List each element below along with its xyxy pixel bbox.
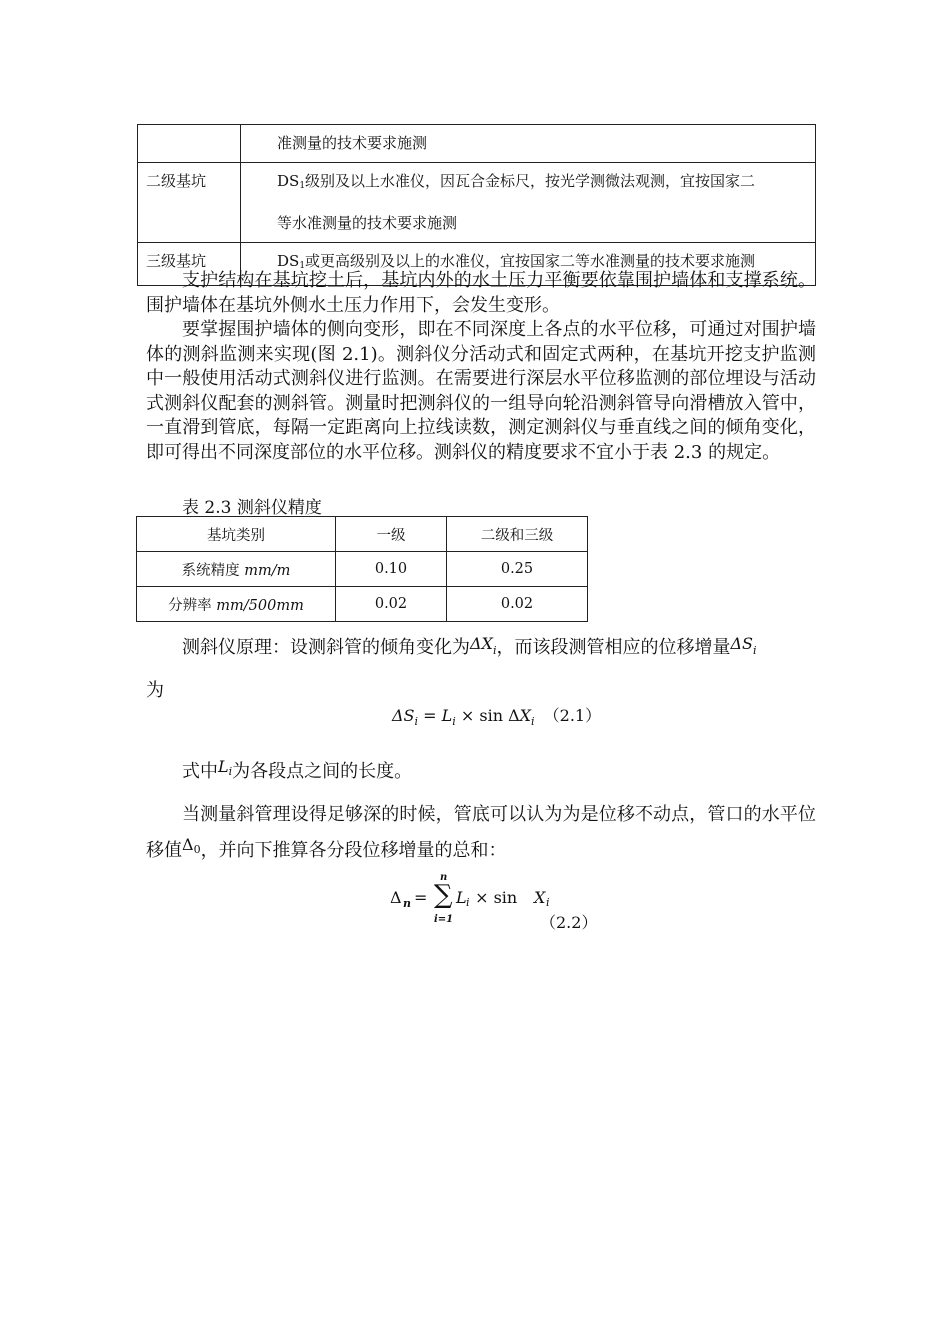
table-row — [138, 163, 816, 243]
inclinometer-precision-table — [136, 516, 588, 622]
header-cell: 一级 — [336, 517, 447, 552]
table-row — [137, 587, 588, 622]
table-row — [137, 552, 588, 587]
equation-number: （2.2） — [540, 913, 598, 932]
level-cell — [138, 125, 241, 163]
equation-2-1: $\Delta S_i = L_i \times \sin \Delta X_i$ （2.1） — [392, 706, 602, 728]
equation-2-2: Δ n = ∑ n i=1 L i × sin X i （2.2） — [390, 872, 598, 932]
value-cell: 0.25 — [447, 552, 588, 587]
table-row — [138, 125, 816, 163]
row-label-cell: 分辨率 mm/500mm — [137, 587, 336, 622]
header-cell: 二级和三级 — [447, 517, 588, 552]
where-line: 式中Li为各段点之间的长度。 — [182, 757, 413, 782]
table-caption: 表 2.3 测斜仪精度 — [182, 498, 322, 518]
level-cell: 二级基坑 — [138, 163, 241, 243]
requirement-cell: 准测量的技术要求施测 — [241, 125, 816, 163]
level-cell: 三级基坑 — [138, 243, 241, 286]
paragraph-support-structure: 支护结构在基坑挖土后，基坑内外的水土压力平衡要依靠围护墙体和支撑系统。围护墙体在基坑外侧水土压力作用下，会发生变形。 — [146, 270, 816, 316]
principle-line: 测斜仪原理：设测斜管的倾角变化为ΔXi，而该段测管相应的位移增量ΔSi — [182, 634, 757, 658]
row-label-cell: 系统精度 mm/m — [137, 552, 336, 587]
value-cell: 0.02 — [447, 587, 588, 622]
table-header-row — [137, 517, 588, 552]
delta-x-symbol: ΔX — [470, 634, 493, 653]
equation-number: （2.1） — [543, 706, 602, 725]
paragraph-cumulative: 当测量斜管理设得足够深的时候，管底可以认为为是位移不动点，管口的水平位移值Δ0，并向下推算各分段位移增量的总和： — [146, 804, 816, 861]
header-cell: 基坑类别 — [137, 517, 336, 552]
value-cell: 0.10 — [336, 552, 447, 587]
delta-s-symbol: ΔS — [730, 634, 753, 653]
summation-symbol: ∑ — [434, 880, 453, 910]
leveling-requirements-table — [137, 124, 816, 286]
paragraph-inclinometer: 要掌握围护墙体的侧向变形，即在不同深度上各点的水平位移，可通过对围护墙体的测斜监测来实现(图 2.1)。测斜仪分活动式和固定式两种，在基坑开挖支护监测中一般使用活动式测斜仪进行监测。在需要进行深层水平位移监测的部位埋设与活动式测斜仪配套的测斜管。测量时把测斜仪的一组导向轮沿测斜管导向滑槽放入管中，一直滑到管底，每隔一定距离向上拉线读数，测定测斜仪与垂直线之间的倾角变化，即可得出不同深度部位的水平位移。测斜仪的精度要求不宜小于表 2.3 的规定。 — [146, 319, 816, 463]
requirement-cell: $DS_1$或更高级别及以上的水准仪，宜按国家二等水准测量的技术要求施测 — [241, 243, 816, 286]
requirement-cell: $DS_1$级别及以上水准仪，因瓦合金标尺，按光学测微法观测，宜按国家二 等水准测量的技术要求施测 — [241, 163, 816, 243]
value-cell: 0.02 — [336, 587, 447, 622]
principle-line-end: 为 — [146, 680, 164, 701]
